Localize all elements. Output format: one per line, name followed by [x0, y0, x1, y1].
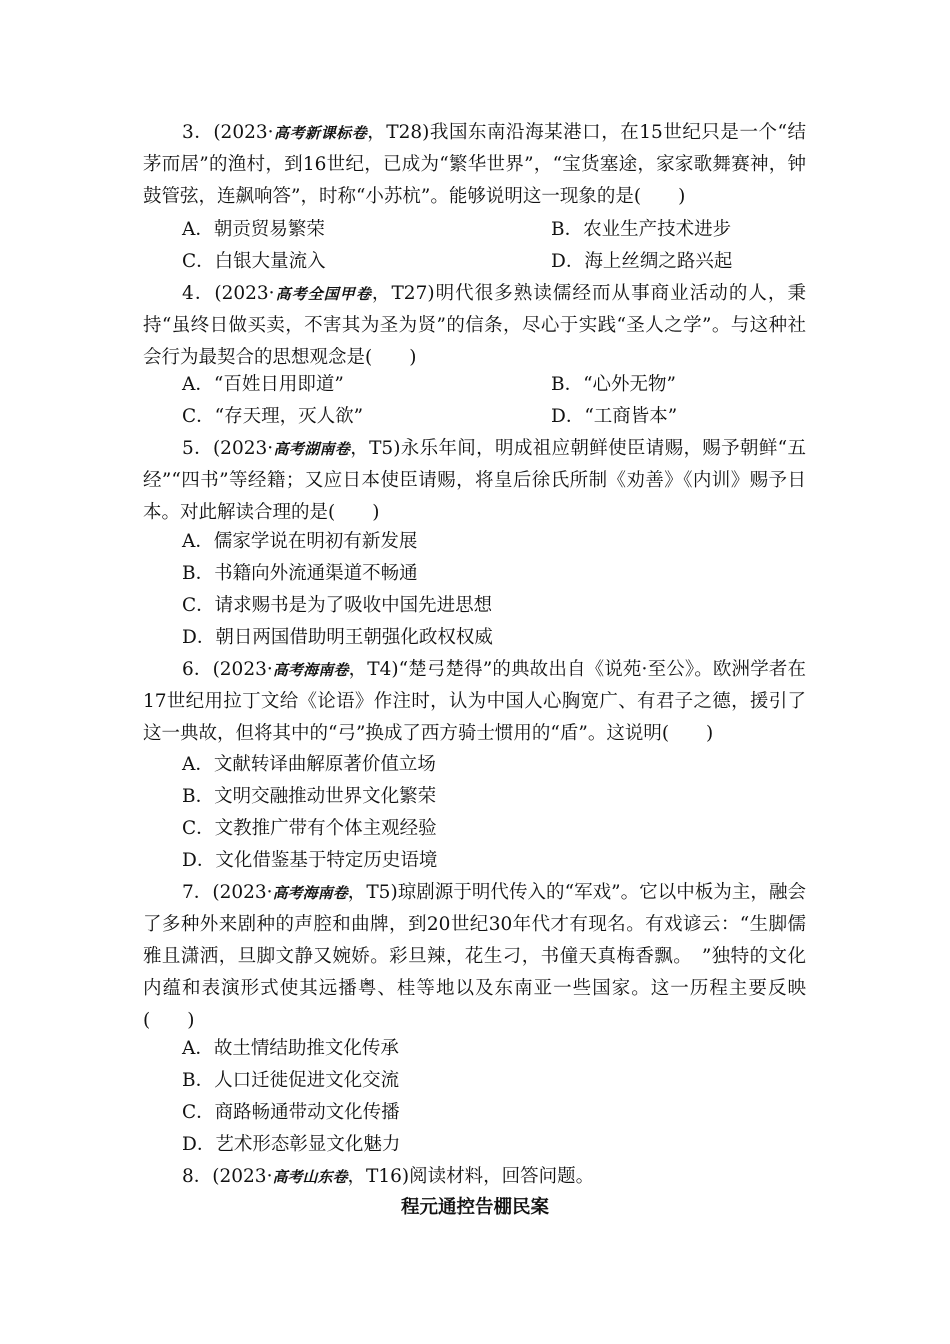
option-d: D．艺术形态彰显文化魅力 [182, 1134, 401, 1155]
question-source-tail: ，T27) [371, 283, 435, 304]
question-source-name: 高考海南卷 [272, 661, 349, 679]
question-text: 琼剧源于明代传入的“军戏”。它以中板为主，融会了多种外来剧种的声腔和曲牌，到20世纪30年代才有现名。有戏谚云：“生脚儒雅且潇洒，旦脚文静又婉娇。彩旦辣，花生刁，书僮天真梅香飘。 ”独特的文化内蕴和表演形式使其远播粤、桂等地以及东南亚一些国家。这一历程主要反映( ) [143, 882, 806, 1031]
question-source-year: (2023· [213, 122, 274, 143]
question-5-stem [143, 433, 806, 529]
question-text: 明代很多熟读儒经而从事商业活动的人，秉持“虽终日做买卖，不害其为圣为贤”的信条，尽心于实践“圣人之学”。与这种社会行为最契合的思想观念是( ) [143, 283, 806, 368]
option-b: B．文明交融推动世界文化繁荣 [182, 786, 437, 807]
option-c: C．文教推广带有个体主观经验 [182, 818, 437, 839]
option-d: D．文化借鉴基于特定历史语境 [182, 850, 438, 871]
question-source-name: 高考山东卷 [272, 1168, 348, 1186]
question-source-name: 高考海南卷 [272, 884, 348, 902]
question-number: 6． [182, 659, 213, 680]
question-3-stem [143, 117, 806, 213]
question-text: 我国东南沿海某港口，在15世纪只是一个“结茅而居”的渔村，到16世纪，已成为“繁华世界”，“宝货塞途，家家歌舞赛神，钟鼓管弦，连飙响答”，时称“小苏杭”。能够说明这一现象的是( ) [143, 122, 806, 207]
option-b: B．书籍向外流通渠道不畅通 [182, 563, 418, 584]
question-6-stem [143, 654, 806, 750]
question-4-stem [143, 278, 806, 374]
option-c: C．商路畅通带动文化传播 [182, 1102, 400, 1123]
question-text: 阅读材料，回答问题。 [409, 1166, 595, 1187]
question-source-tail: ，T5) [350, 438, 401, 459]
option-d: D．海上丝绸之路兴起 [551, 251, 733, 272]
material-title: 程元通控告棚民案 [400, 1197, 549, 1218]
question-7-stem [143, 877, 806, 1037]
question-source-year: (2023· [212, 438, 274, 459]
question-source-name: 高考新课标卷 [273, 124, 368, 142]
question-source-tail: ，T4) [348, 659, 399, 680]
question-source-tail: ，T5) [347, 882, 398, 903]
question-source-year: (2023· [212, 882, 273, 903]
question-source-tail: ，T16) [347, 1166, 410, 1187]
question-number: 4． [182, 283, 215, 304]
question-number: 7． [182, 882, 213, 903]
question-number: 5． [182, 438, 213, 459]
option-a: A．“百姓日用即道” [182, 374, 344, 395]
option-c: C．白银大量流入 [182, 251, 326, 272]
question-8-stem [143, 1161, 806, 1193]
question-text: 永乐年间，明成祖应朝鲜使臣请赐，赐予朝鲜“五经”“四书”等经籍；又应日本使臣请赐，将皇后徐氏所制《劝善》《内训》赐予日本。对此解读合理的是( ) [143, 438, 806, 523]
option-b: B．农业生产技术进步 [551, 219, 732, 240]
question-number: 3． [182, 122, 214, 143]
question-text: “楚弓楚得”的典故出自《说苑·至公》。欧洲学者在17世纪用拉丁文给《论语》作注时，认为中国人心胸宽广、有君子之德，援引了这一典故，但将其中的“弓”换成了西方骑士惯用的“盾”。这说明( ) [143, 659, 806, 744]
option-d: D．“工商皆本” [551, 406, 678, 427]
option-a: A．儒家学说在明初有新发展 [182, 531, 418, 552]
question-source-year: (2023· [214, 283, 275, 304]
option-c: C．“存天理，灭人欲” [182, 406, 364, 427]
question-source-year: (2023· [212, 1166, 273, 1187]
question-source-tail: ，T28) [367, 122, 430, 143]
option-b: B．人口迁徙促进文化交流 [182, 1070, 400, 1091]
option-d: D．朝日两国借助明王朝强化政权权威 [182, 627, 493, 648]
question-source-name: 高考全国甲卷 [274, 285, 372, 303]
option-a: A．朝贡贸易繁荣 [182, 219, 325, 240]
option-a: A．故土情结助推文化传承 [182, 1038, 399, 1059]
option-c: C．请求赐书是为了吸收中国先进思想 [182, 595, 493, 616]
question-source-name: 高考湖南卷 [273, 440, 351, 458]
question-source-year: (2023· [212, 659, 273, 680]
option-b: B．“心外无物” [551, 374, 677, 395]
option-a: A．文献转译曲解原著价值立场 [182, 754, 436, 775]
question-number: 8． [182, 1166, 213, 1187]
